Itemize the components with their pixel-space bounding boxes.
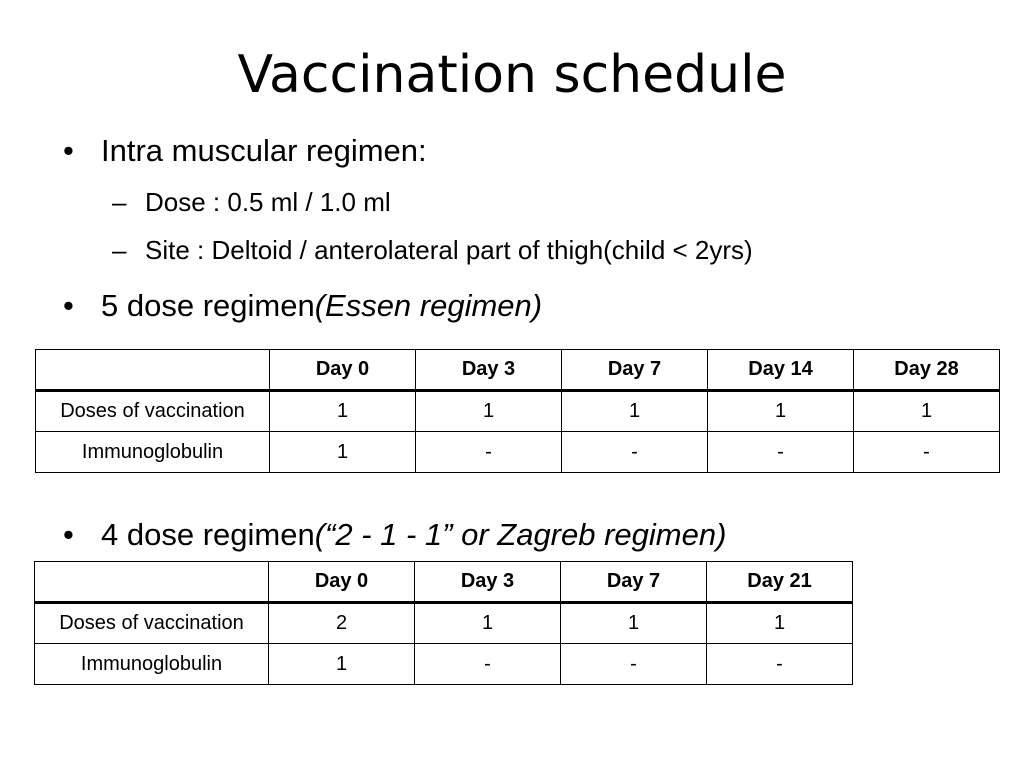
header-cell bbox=[36, 350, 270, 391]
essen-schedule-table bbox=[35, 349, 1000, 473]
site-text: Site : Deltoid / anterolateral part of thigh(child < 2yrs) bbox=[145, 235, 753, 265]
table-row bbox=[35, 644, 853, 685]
header-cell: Day 28 bbox=[854, 350, 1000, 391]
table-cell: - bbox=[415, 644, 561, 685]
header-cell: Day 3 bbox=[415, 562, 561, 603]
five-dose-italic: (Essen regimen) bbox=[314, 288, 543, 323]
row-label: Doses of vaccination bbox=[35, 603, 269, 644]
bullet-five-dose bbox=[63, 286, 543, 326]
table-header-row bbox=[36, 350, 1000, 391]
table-cell: - bbox=[561, 644, 707, 685]
bullet-dot: • bbox=[63, 133, 74, 168]
header-cell: Day 14 bbox=[708, 350, 854, 391]
header-cell: Day 0 bbox=[270, 350, 416, 391]
dash-marker: – bbox=[112, 187, 127, 217]
sub-bullet-site bbox=[112, 233, 753, 267]
row-label: Immunoglobulin bbox=[35, 644, 269, 685]
bullet-four-dose bbox=[63, 515, 727, 555]
header-cell: Day 3 bbox=[416, 350, 562, 391]
table-cell: 1 bbox=[707, 603, 853, 644]
table-cell: 1 bbox=[270, 432, 416, 473]
im-regimen-heading: Intra muscular regimen: bbox=[101, 133, 427, 168]
header-cell: Day 7 bbox=[562, 350, 708, 391]
bullet-im-regimen bbox=[63, 131, 427, 171]
table-row bbox=[36, 391, 1000, 432]
dash-marker: – bbox=[112, 235, 127, 265]
row-label: Immunoglobulin bbox=[36, 432, 270, 473]
four-dose-italic: (“2 - 1 - 1” or Zagreb regimen) bbox=[314, 517, 727, 552]
four-dose-text: 4 dose regimen bbox=[101, 517, 315, 552]
table-cell: - bbox=[562, 432, 708, 473]
table-cell: - bbox=[854, 432, 1000, 473]
sub-bullet-dose bbox=[112, 185, 391, 219]
header-cell: Day 0 bbox=[269, 562, 415, 603]
table-cell: 1 bbox=[270, 391, 416, 432]
row-label: Doses of vaccination bbox=[36, 391, 270, 432]
table-cell: 1 bbox=[269, 644, 415, 685]
header-cell bbox=[35, 562, 269, 603]
bullet-dot: • bbox=[63, 288, 74, 323]
table-cell: - bbox=[708, 432, 854, 473]
table-header-row bbox=[35, 562, 853, 603]
bullet-dot: • bbox=[63, 517, 74, 552]
header-cell: Day 7 bbox=[561, 562, 707, 603]
table-row bbox=[36, 432, 1000, 473]
table-row bbox=[35, 603, 853, 644]
table-cell: 1 bbox=[708, 391, 854, 432]
slide-title: Vaccination schedule bbox=[237, 45, 787, 105]
five-dose-text: 5 dose regimen bbox=[101, 288, 315, 323]
table-cell: 2 bbox=[269, 603, 415, 644]
dose-text: Dose : 0.5 ml / 1.0 ml bbox=[145, 187, 391, 217]
table-cell: 1 bbox=[854, 391, 1000, 432]
table-cell: 1 bbox=[561, 603, 707, 644]
table-cell: - bbox=[707, 644, 853, 685]
table-cell: 1 bbox=[416, 391, 562, 432]
table-cell: - bbox=[416, 432, 562, 473]
header-cell: Day 21 bbox=[707, 562, 853, 603]
zagreb-schedule-table bbox=[34, 561, 853, 685]
table-cell: 1 bbox=[415, 603, 561, 644]
table-cell: 1 bbox=[562, 391, 708, 432]
